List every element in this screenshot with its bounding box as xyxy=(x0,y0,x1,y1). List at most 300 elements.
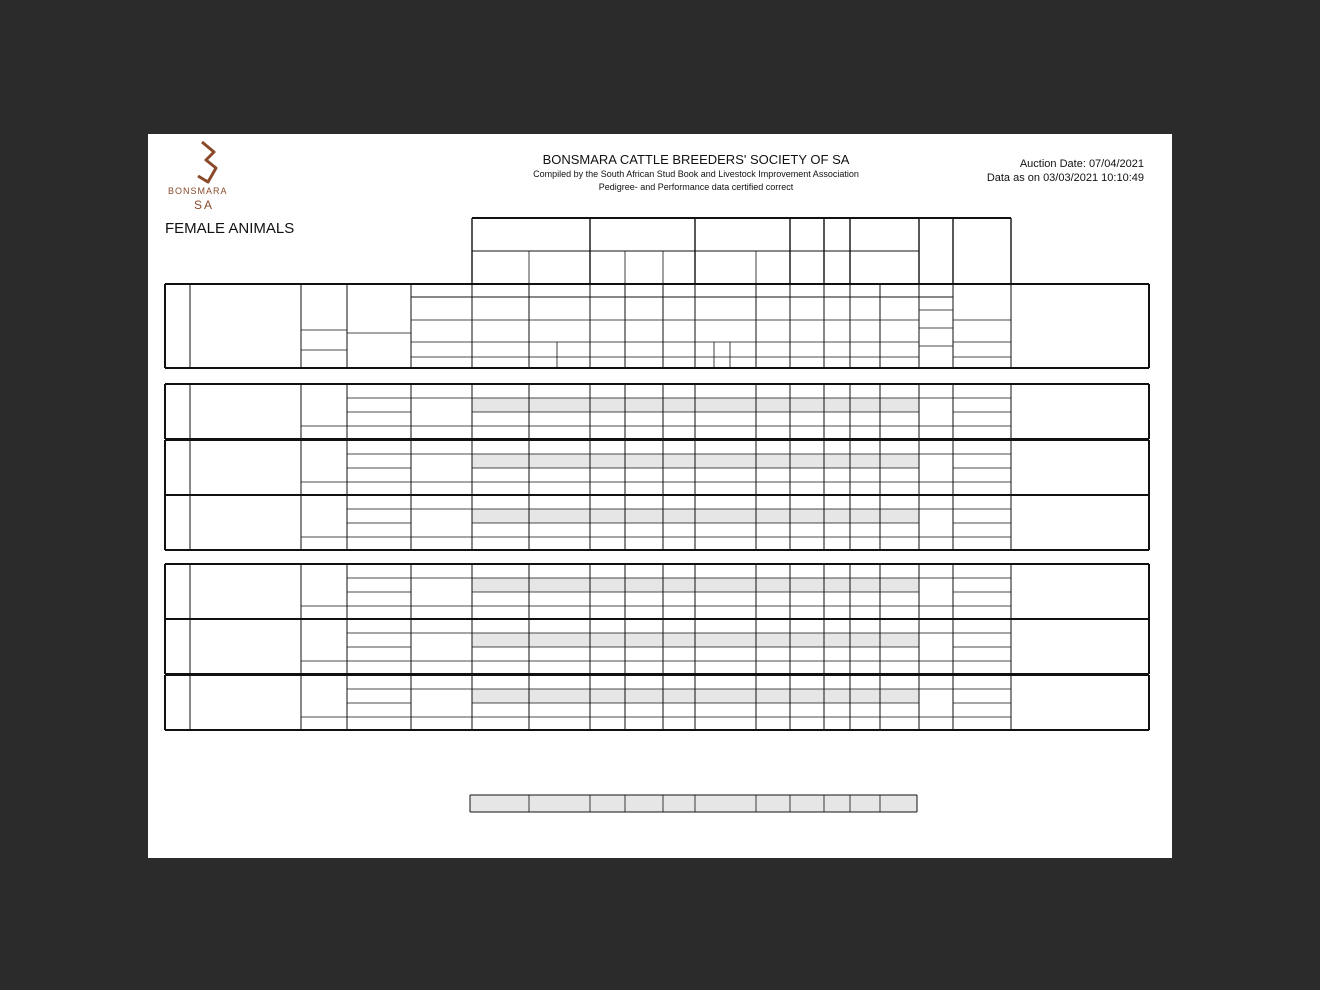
accuracy-value xyxy=(790,643,824,649)
breeding-value xyxy=(824,564,850,578)
breed-average-value xyxy=(695,795,756,812)
logo-text-sa: SA xyxy=(194,198,215,212)
subgroup-header xyxy=(695,251,756,284)
lhr-value xyxy=(919,384,953,398)
dam-id xyxy=(347,412,411,426)
breeding-value xyxy=(663,495,695,509)
dam-genomic-check-icon xyxy=(383,426,411,439)
accuracy-value xyxy=(625,588,663,594)
accuracy-value xyxy=(790,519,824,525)
accuracy-value xyxy=(590,643,625,649)
society-title: BONSMARA CATTLE BREEDERS' SOCIETY OF SA xyxy=(542,152,850,167)
col-unit xyxy=(625,350,663,364)
accuracy-value xyxy=(756,519,790,525)
breeding-value xyxy=(590,440,625,454)
calf-id xyxy=(953,619,1011,633)
accuracy-value xyxy=(880,699,919,705)
accuracy-value xyxy=(529,464,590,470)
col-acc xyxy=(625,330,663,344)
col-birth-mat xyxy=(590,298,625,324)
accuracy-value xyxy=(880,408,919,414)
breeding-value xyxy=(695,384,756,398)
accuracy-value xyxy=(695,408,756,414)
breeder-remarks xyxy=(1015,619,1145,661)
breed-average-value xyxy=(470,795,529,812)
breeding-value xyxy=(663,384,695,398)
accuracy-value xyxy=(472,699,529,705)
accuracy-value xyxy=(663,464,695,470)
col-acc xyxy=(472,330,529,344)
breeder-remarks xyxy=(1015,564,1145,606)
breeding-value xyxy=(695,619,756,633)
accuracy-value xyxy=(472,464,529,470)
gen-value xyxy=(472,426,502,439)
breeding-value xyxy=(529,495,590,509)
breeding-value xyxy=(625,384,663,398)
data-as-on: Data as on 03/03/2021 10:10:49 xyxy=(986,172,1144,184)
polled-status xyxy=(301,717,347,730)
birth-date xyxy=(411,426,472,439)
breeding-value xyxy=(663,440,695,454)
dam-genomic-check-icon xyxy=(383,482,411,495)
lhr-value xyxy=(919,564,953,578)
group-header xyxy=(953,251,1011,284)
calf-sire xyxy=(953,523,1011,537)
calf-birth xyxy=(953,454,1011,468)
accuracy-value xyxy=(695,588,756,594)
breeding-value xyxy=(529,440,590,454)
breeding-value xyxy=(790,564,824,578)
subgroup-header xyxy=(625,251,663,284)
bwr-value xyxy=(919,633,953,661)
accuracy-value xyxy=(756,464,790,470)
birth-date xyxy=(411,606,472,619)
lot-number xyxy=(165,440,190,482)
gen-value xyxy=(472,661,502,674)
birth-date xyxy=(411,482,472,495)
document-page xyxy=(148,134,1172,858)
accuracy-value xyxy=(824,408,850,414)
col-sc xyxy=(824,298,850,324)
breeding-value xyxy=(625,440,663,454)
seller-name xyxy=(190,564,301,606)
seller-name xyxy=(190,440,301,482)
polled-status xyxy=(301,426,347,439)
dam-id xyxy=(347,592,411,606)
section-label xyxy=(165,369,365,382)
breed-average-value xyxy=(850,795,880,812)
accuracy-value xyxy=(529,588,590,594)
breed-average-label xyxy=(343,794,443,810)
col-calf-birth xyxy=(953,302,1011,328)
accuracy-value xyxy=(824,464,850,470)
group-header xyxy=(472,218,590,251)
subgroup-header xyxy=(850,251,919,284)
breeding-value xyxy=(590,495,625,509)
col-unit xyxy=(472,350,529,364)
calf-birth xyxy=(953,633,1011,647)
breeding-value xyxy=(824,675,850,689)
lhr-value xyxy=(919,440,953,454)
dam-genomic-check-icon xyxy=(383,661,411,674)
col-lot xyxy=(165,284,190,334)
accuracy-value xyxy=(472,519,529,525)
bwr-value xyxy=(919,454,953,482)
col-unit xyxy=(850,350,880,364)
sire-genomic-check-icon xyxy=(383,577,411,592)
breeding-value xyxy=(590,619,625,633)
breeding-value xyxy=(850,440,880,454)
accuracy-value xyxy=(590,588,625,594)
accuracy-value xyxy=(880,464,919,470)
breeding-value xyxy=(472,440,529,454)
dna-flag xyxy=(411,647,472,661)
breeding-value xyxy=(880,619,919,633)
test-type xyxy=(411,440,472,454)
sire-genomic-check-icon xyxy=(383,688,411,703)
col-gen xyxy=(301,350,347,364)
accuracy-value xyxy=(590,519,625,525)
lot-number xyxy=(165,675,190,717)
sire-id xyxy=(347,384,411,397)
wwr-value xyxy=(919,717,953,730)
breeding-value xyxy=(880,384,919,398)
col-unit xyxy=(756,350,790,364)
breeding-value xyxy=(663,619,695,633)
group-header xyxy=(850,218,919,251)
bwr-value xyxy=(919,578,953,606)
col-acc xyxy=(663,330,695,344)
subgroup-header xyxy=(529,251,590,284)
accuracy-value xyxy=(756,588,790,594)
wwr-value xyxy=(919,661,953,674)
accuracy-value xyxy=(472,643,529,649)
accuracy-value xyxy=(625,699,663,705)
animal-id xyxy=(301,675,347,703)
dam-genomic-check-icon xyxy=(383,537,411,550)
breeding-value xyxy=(824,384,850,398)
accuracy-value xyxy=(529,643,590,649)
col-unit xyxy=(824,350,850,364)
breeding-value xyxy=(695,564,756,578)
accuracy-value xyxy=(663,699,695,705)
section-title: FEMALE ANIMALS xyxy=(165,220,295,237)
breeding-value xyxy=(880,564,919,578)
accuracy-value xyxy=(824,588,850,594)
logo-text: BONSMARA xyxy=(168,186,228,196)
breeding-value xyxy=(472,384,529,398)
accuracy-value xyxy=(850,519,880,525)
col-birthdate xyxy=(411,350,472,364)
breeding-value xyxy=(663,675,695,689)
animal-id xyxy=(301,564,347,592)
breed-average-value xyxy=(590,795,625,812)
calf-id xyxy=(953,384,1011,398)
breeding-value xyxy=(529,564,590,578)
col-adg xyxy=(756,298,790,324)
subtitle-1: Compiled by the South African Stud Book and Livestock Improvement Association xyxy=(533,169,859,179)
animal-id xyxy=(301,619,347,647)
col-birth-dir xyxy=(472,298,529,324)
breeder-remarks xyxy=(1015,384,1145,426)
breeding-value xyxy=(790,495,824,509)
accuracy-value xyxy=(695,519,756,525)
accuracy-value xyxy=(850,643,880,649)
accuracy-value xyxy=(756,699,790,705)
breeding-value xyxy=(824,495,850,509)
col-pv xyxy=(391,352,413,364)
group-header xyxy=(590,218,695,251)
lot-number xyxy=(165,495,190,537)
bwr-value xyxy=(919,689,953,717)
accuracy-value xyxy=(695,464,756,470)
group-header xyxy=(824,218,850,251)
accuracy-value xyxy=(625,408,663,414)
col-acc xyxy=(790,330,824,344)
breeding-value xyxy=(590,564,625,578)
sire-id xyxy=(347,495,411,508)
col-acc xyxy=(756,330,790,344)
lot-number xyxy=(165,564,190,606)
accuracy-value xyxy=(663,643,695,649)
col-seller xyxy=(190,284,301,334)
calf-id xyxy=(953,495,1011,509)
col-unit xyxy=(663,350,695,364)
calf-gt-polled xyxy=(953,661,1011,674)
breeding-value xyxy=(529,619,590,633)
breeding-value xyxy=(756,619,790,633)
col-lgt xyxy=(880,298,919,324)
breeding-value xyxy=(472,564,529,578)
sire-genomic-check-icon xyxy=(383,632,411,647)
col-bvi xyxy=(472,284,953,297)
breeding-value xyxy=(880,675,919,689)
breeding-value xyxy=(625,495,663,509)
col-calf-sire xyxy=(953,331,1011,345)
gen-value xyxy=(472,717,502,730)
col-lhr xyxy=(919,296,953,310)
col-unit xyxy=(790,350,824,364)
breeding-value xyxy=(695,440,756,454)
accuracy-value xyxy=(790,588,824,594)
accuracy-value xyxy=(850,588,880,594)
breeding-value xyxy=(756,675,790,689)
col-genomic xyxy=(411,300,472,326)
studbook-footer xyxy=(1008,794,1153,810)
breed-average-value xyxy=(625,795,663,812)
col-unit xyxy=(557,350,590,364)
col-acc xyxy=(850,330,880,344)
breeding-value xyxy=(790,440,824,454)
polled-status xyxy=(301,482,347,495)
breeding-value xyxy=(824,619,850,633)
breed-average-value xyxy=(756,795,790,812)
calf-gt-polled xyxy=(953,717,1011,730)
breeding-value xyxy=(472,675,529,689)
col-unit xyxy=(590,350,625,364)
breeding-value xyxy=(695,495,756,509)
test-type xyxy=(411,495,472,509)
sire-id xyxy=(347,619,411,632)
breeder-remarks xyxy=(1015,495,1145,537)
col-acc xyxy=(695,330,756,344)
calf-birth xyxy=(953,578,1011,592)
breeding-value xyxy=(756,495,790,509)
bwr-value xyxy=(919,509,953,537)
calf-birth xyxy=(953,509,1011,523)
subgroup-header xyxy=(790,251,824,284)
birth-date xyxy=(411,537,472,550)
accuracy-value xyxy=(824,643,850,649)
col-gv xyxy=(359,350,383,362)
test-type xyxy=(411,384,472,398)
accuracy-value xyxy=(472,408,529,414)
calf-sire xyxy=(953,412,1011,426)
sire-id xyxy=(347,564,411,577)
accuracy-value xyxy=(529,519,590,525)
seller-name xyxy=(190,384,301,426)
accuracy-value xyxy=(663,519,695,525)
dam-genomic-check-icon xyxy=(383,606,411,619)
breeding-value xyxy=(663,564,695,578)
accuracy-value xyxy=(529,699,590,705)
accuracy-value xyxy=(625,643,663,649)
test-type xyxy=(411,675,472,689)
breed-average-value xyxy=(880,795,917,812)
breeding-value xyxy=(756,564,790,578)
lhr-value xyxy=(919,675,953,689)
col-polled xyxy=(301,324,347,338)
col-pv xyxy=(391,314,413,326)
breeding-value xyxy=(850,564,880,578)
dam-id xyxy=(347,647,411,661)
calf-sire xyxy=(953,592,1011,606)
calf-gt-polled xyxy=(953,606,1011,619)
col-mat-wgt xyxy=(663,298,695,324)
accuracy-value xyxy=(790,408,824,414)
breeding-value xyxy=(625,675,663,689)
lhr-value xyxy=(919,495,953,509)
accuracy-value xyxy=(850,408,880,414)
calf-gt-polled xyxy=(953,426,1011,439)
col-wwr xyxy=(919,332,953,346)
calf-birth xyxy=(953,689,1011,703)
col-fcr xyxy=(790,298,824,324)
test-type xyxy=(411,564,472,578)
breeding-value xyxy=(625,564,663,578)
col-bwr xyxy=(919,314,953,328)
accuracy-value xyxy=(790,699,824,705)
lot-number xyxy=(165,619,190,661)
breeding-value xyxy=(472,619,529,633)
subtitle-2: Pedigree- and Performance data certified correct xyxy=(598,182,794,192)
col-hgt xyxy=(850,298,880,324)
dam-genomic-check-icon xyxy=(383,717,411,730)
breeding-value xyxy=(880,440,919,454)
sire-genomic-check-icon xyxy=(383,397,411,412)
accuracy-value xyxy=(695,643,756,649)
col-unit xyxy=(695,350,714,364)
seller-name xyxy=(190,675,301,717)
gen-value xyxy=(472,606,502,619)
calf-sire xyxy=(953,703,1011,717)
dna-flag xyxy=(411,703,472,717)
dam-id xyxy=(347,523,411,537)
animal-id xyxy=(301,495,347,523)
breeding-value xyxy=(850,675,880,689)
col-test xyxy=(411,284,472,297)
accuracy-value xyxy=(880,519,919,525)
accuracy-value xyxy=(756,408,790,414)
dna-flag xyxy=(411,468,472,482)
animal-id xyxy=(301,440,347,468)
polled-status xyxy=(301,606,347,619)
breeding-value xyxy=(590,675,625,689)
col-acc xyxy=(880,330,919,344)
breeding-value xyxy=(529,675,590,689)
dna-flag xyxy=(411,592,472,606)
dam-id xyxy=(347,468,411,482)
wwr-value xyxy=(919,426,953,439)
col-unit xyxy=(730,346,756,360)
calf-gt-polled xyxy=(953,537,1011,550)
accuracy-value xyxy=(663,408,695,414)
breeding-value xyxy=(850,384,880,398)
breeding-value xyxy=(625,619,663,633)
breeder-remarks xyxy=(1015,675,1145,717)
col-acc xyxy=(590,330,625,344)
breeding-value xyxy=(529,384,590,398)
accuracy-value xyxy=(625,519,663,525)
calf-id xyxy=(953,440,1011,454)
col-remarks xyxy=(1011,284,1149,368)
polled-status xyxy=(301,537,347,550)
col-calf-id xyxy=(953,284,1011,297)
breed-average-value xyxy=(790,795,824,812)
group-header xyxy=(695,218,790,251)
breeding-value xyxy=(824,440,850,454)
accuracy-value xyxy=(850,464,880,470)
breeder-remarks xyxy=(1015,440,1145,482)
calf-gt-polled xyxy=(953,482,1011,495)
test-type xyxy=(411,619,472,633)
accuracy-value xyxy=(590,699,625,705)
breed-average-value xyxy=(529,795,590,812)
seller-name xyxy=(190,619,301,661)
breeding-value xyxy=(850,495,880,509)
col-unit xyxy=(714,350,730,364)
accuracy-value xyxy=(529,408,590,414)
accuracy-value xyxy=(880,643,919,649)
accuracy-value xyxy=(824,519,850,525)
breed-average-value xyxy=(824,795,850,812)
birth-date xyxy=(411,661,472,674)
breeding-value xyxy=(472,495,529,509)
gen-value xyxy=(472,537,502,550)
accuracy-value xyxy=(590,464,625,470)
breed-average-value xyxy=(663,795,695,812)
accuracy-value xyxy=(824,699,850,705)
dna-flag xyxy=(411,412,472,426)
col-unit xyxy=(880,350,919,364)
breeding-value xyxy=(756,440,790,454)
calf-id xyxy=(953,564,1011,578)
wwr-value xyxy=(919,537,953,550)
breeding-value xyxy=(790,384,824,398)
sire-id xyxy=(347,440,411,453)
breeding-value xyxy=(790,619,824,633)
subgroup-header xyxy=(663,251,695,284)
